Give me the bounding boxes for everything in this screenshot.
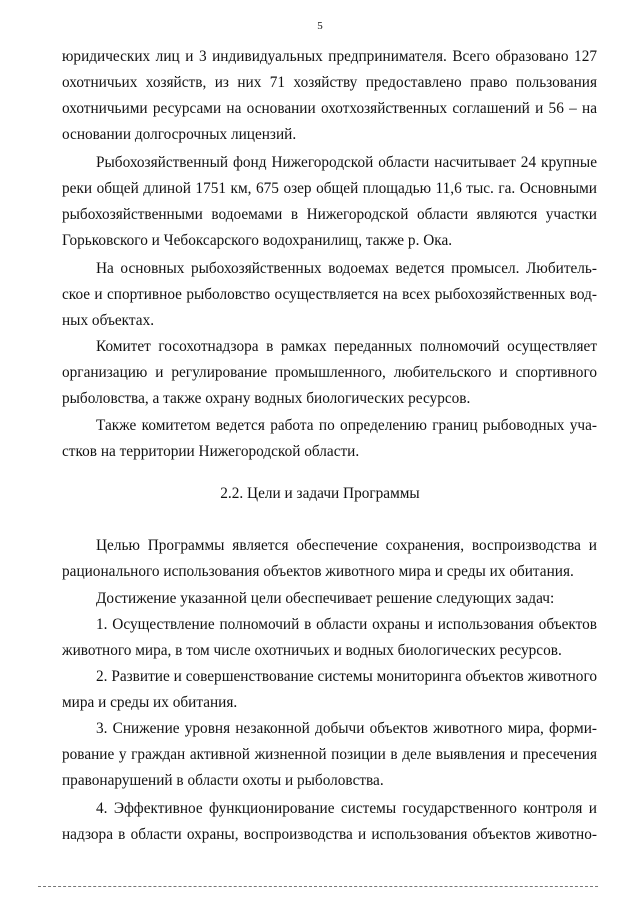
text-line: ных объектах. xyxy=(62,312,155,329)
text-line: 3. Снижение уровня незаконной добычи объектов животного мира, форми- xyxy=(96,720,597,737)
text-line: рыбохозяйственными водоемами в Нижегородской области являются участки xyxy=(62,206,597,223)
text-line: мира и среды их обитания. xyxy=(62,694,238,711)
text-line: Также комитетом ведется работа по определению границ рыбоводных уча- xyxy=(96,417,597,434)
text-line: Целью Программы является обеспечение сохранения, воспроизводства и xyxy=(96,537,597,554)
text-line: Горьковского и Чебоксарского водохранилищ, также р. Ока. xyxy=(62,232,453,249)
text-line: рыболовства, а также охрану водных биологических ресурсов. xyxy=(62,390,471,407)
scan-edge-divider xyxy=(38,886,598,887)
text-line: 1. Осуществление полномочий в области охраны и использования объектов xyxy=(96,616,597,633)
text-line: основании долгосрочных лицензий. xyxy=(62,126,297,143)
text-line: Рыбохозяйственный фонд Нижегородской области насчитывает 24 крупные xyxy=(96,154,597,171)
text-line: охотничьих хозяйств, из них 71 хозяйству предоставлено право пользования xyxy=(62,74,597,91)
text-line: На основных рыбохозяйственных водоемах ведется промысел. Любитель- xyxy=(96,260,597,277)
text-line: рование у граждан активной жизненной позиции в деле выявления и пресечения xyxy=(62,746,597,763)
text-line: животного мира, в том числе охотничьих и водных биологических ресурсов. xyxy=(62,642,562,659)
text-line: Комитет госохотнадзора в рамках переданных полномочий осуществляет xyxy=(96,338,597,355)
text-line: ское и спортивное рыболовство осуществляется на всех рыбохозяйственных вод- xyxy=(62,286,597,303)
text-line: правонарушений в области охоты и рыболовства. xyxy=(62,772,384,789)
text-line: 2. Развитие и совершенствование системы мониторинга объектов животного xyxy=(96,668,597,685)
text-line: Достижение указанной цели обеспечивает решение следующих задач: xyxy=(96,590,555,607)
text-line: организацию и регулирование промышленного, любительского и спортивного xyxy=(62,364,597,381)
section-heading: 2.2. Цели и задачи Программы xyxy=(220,485,420,502)
text-line: надзора в области охраны, воспроизводства и использования объектов животно- xyxy=(62,826,597,843)
page-number: 5 xyxy=(317,20,323,32)
text-line: юридических лиц и 3 индивидуальных предпринимателя. Всего образовано 127 xyxy=(62,48,597,65)
text-line: 4. Эффективное функционирование системы государственного контроля и xyxy=(96,800,597,817)
text-line: рационального использования объектов животного мира и среды их обитания. xyxy=(62,563,574,580)
text-line: реки общей длиной 1751 км, 675 озер общей площадью 11,6 тыс. га. Основными xyxy=(62,180,597,197)
text-line: стков на территории Нижегородской области. xyxy=(62,443,360,460)
text-line: охотничьими ресурсами на основании охотхозяйственных соглашений и 56 – на xyxy=(62,100,597,117)
